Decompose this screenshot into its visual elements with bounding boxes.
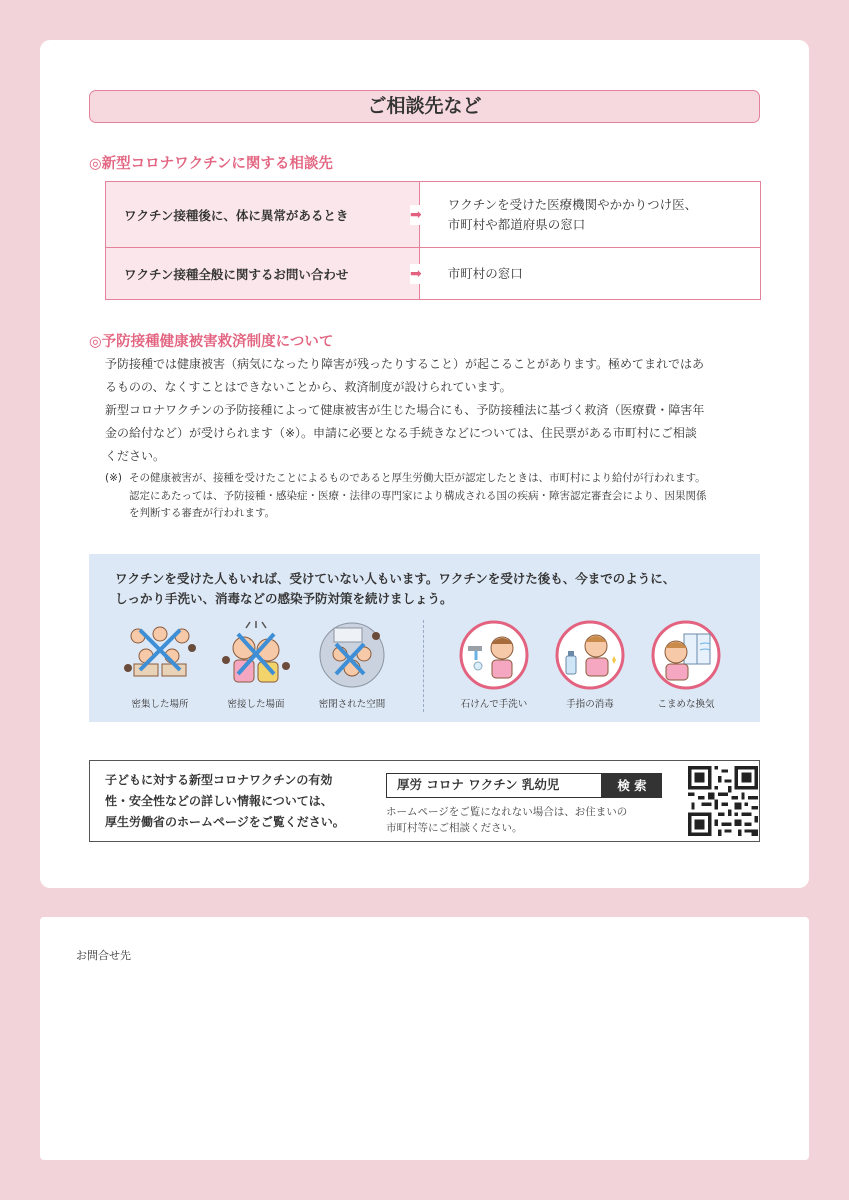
table-row	[106, 248, 761, 300]
footnote-line: 認定にあたっては、予防接種・感染症・医療・法律の専門家により構成される国の疾病・障害認定審査会により、因果関係	[129, 489, 707, 502]
ventilation-icon	[646, 620, 726, 690]
prevention-message-line: ワクチンを受けた人もいれば、受けていない人もいます。ワクチンを受けた後も、今までのように、	[115, 571, 676, 586]
consult-answer	[410, 182, 761, 248]
consult-answer	[410, 248, 761, 300]
illustration-caption: 石けんで手洗い	[460, 699, 528, 710]
contact-label: お問合せ先	[76, 949, 131, 962]
ventilation-illustration	[641, 620, 731, 710]
consult-question: ワクチン接種全般に関するお問い合わせ	[106, 248, 420, 300]
info-subtext-line: 市町村等にご相談ください。	[386, 822, 523, 834]
relief-body	[105, 353, 765, 468]
info-subtext	[386, 804, 676, 836]
info-text	[105, 770, 375, 833]
crowded-place-icon	[120, 620, 200, 690]
illustration-caption: 密閉された空間	[318, 699, 386, 710]
footnote	[105, 470, 765, 523]
close-contact-illustration	[211, 620, 301, 710]
close-contact-icon	[216, 620, 296, 690]
info-box	[89, 760, 760, 842]
footnote-line: を判断する審査が行われます。	[129, 507, 276, 519]
prevention-panel	[89, 554, 760, 722]
sanitizer-illustration	[545, 620, 635, 710]
panel-divider	[423, 620, 424, 712]
consult-answer-line1: 市町村の窓口	[447, 265, 523, 281]
page-title: ご相談先など	[89, 90, 760, 123]
crowded-place-illustration	[115, 620, 205, 710]
relief-line: るものの、なくすことはできないことから、救済制度が設けられています。	[105, 380, 512, 394]
illustration-caption: 密接した場面	[227, 699, 285, 710]
consult-answer-line1: ワクチンを受けた医療機関やかかりつけ医、	[447, 196, 698, 212]
footnote-mark: (※)	[105, 472, 122, 484]
handwash-illustration	[449, 620, 539, 710]
relief-line: 金の給付など）が受けられます（※）。申請に必要となる手続きなどについては、住民票がある市町村にご相談	[105, 426, 697, 440]
search-bar	[386, 773, 662, 798]
relief-heading: ◎予防接種健康被害救済制度について	[89, 334, 334, 350]
arrow-right-icon: ➡	[410, 206, 422, 223]
info-text-line: 性・安全性などの詳しい情報については、	[105, 794, 333, 808]
consultation-heading: ◎新型コロナワクチンに関する相談先	[89, 156, 333, 172]
consultation-table	[105, 181, 761, 300]
relief-line: ください。	[105, 449, 166, 463]
sanitizer-icon	[550, 620, 630, 690]
footnote-line: その健康被害が、接種を受けたことによるものであると厚生労働大臣が認定したときは、市町村により給付が行われます。	[129, 472, 706, 484]
relief-line: 新型コロナワクチンの予防接種によって健康被害が生じた場合にも、予防接種法に基づく救済（医療費・障害年	[105, 403, 705, 417]
contact-card	[40, 917, 809, 1160]
illustration-caption: 密集した場所	[131, 699, 189, 710]
consult-answer-line2: 市町村や都道府県の窓口	[447, 216, 586, 232]
qr-code-icon[interactable]	[688, 766, 758, 840]
handwash-icon	[454, 620, 534, 690]
consult-question: ワクチン接種後に、体に異常があるとき	[106, 182, 420, 248]
illustration-caption: こまめな換気	[657, 699, 715, 710]
arrow-right-icon: ➡	[410, 265, 422, 282]
prevention-message	[115, 569, 675, 609]
table-row	[106, 182, 761, 248]
search-button[interactable]: 検 索	[602, 773, 662, 798]
prevention-message-line: しっかり手洗い、消毒などの感染予防対策を続けましょう。	[115, 591, 453, 606]
closed-space-illustration	[307, 620, 397, 710]
info-text-line: 厚生労働省のホームページをご覧ください。	[105, 815, 345, 829]
relief-line: 予防接種では健康被害（病気になったり障害が残ったりすること）が起こることがあります。極めてまれではあ	[105, 357, 705, 371]
info-text-line: 子どもに対する新型コロナワクチンの有効	[105, 773, 333, 787]
search-input[interactable]: 厚労 コロナ ワクチン 乳幼児	[386, 773, 602, 798]
main-card	[40, 40, 809, 888]
info-subtext-line: ホームページをご覧になれない場合は、お住まいの	[386, 806, 628, 818]
closed-space-icon	[312, 620, 392, 690]
illustration-caption: 手指の消毒	[566, 699, 614, 710]
